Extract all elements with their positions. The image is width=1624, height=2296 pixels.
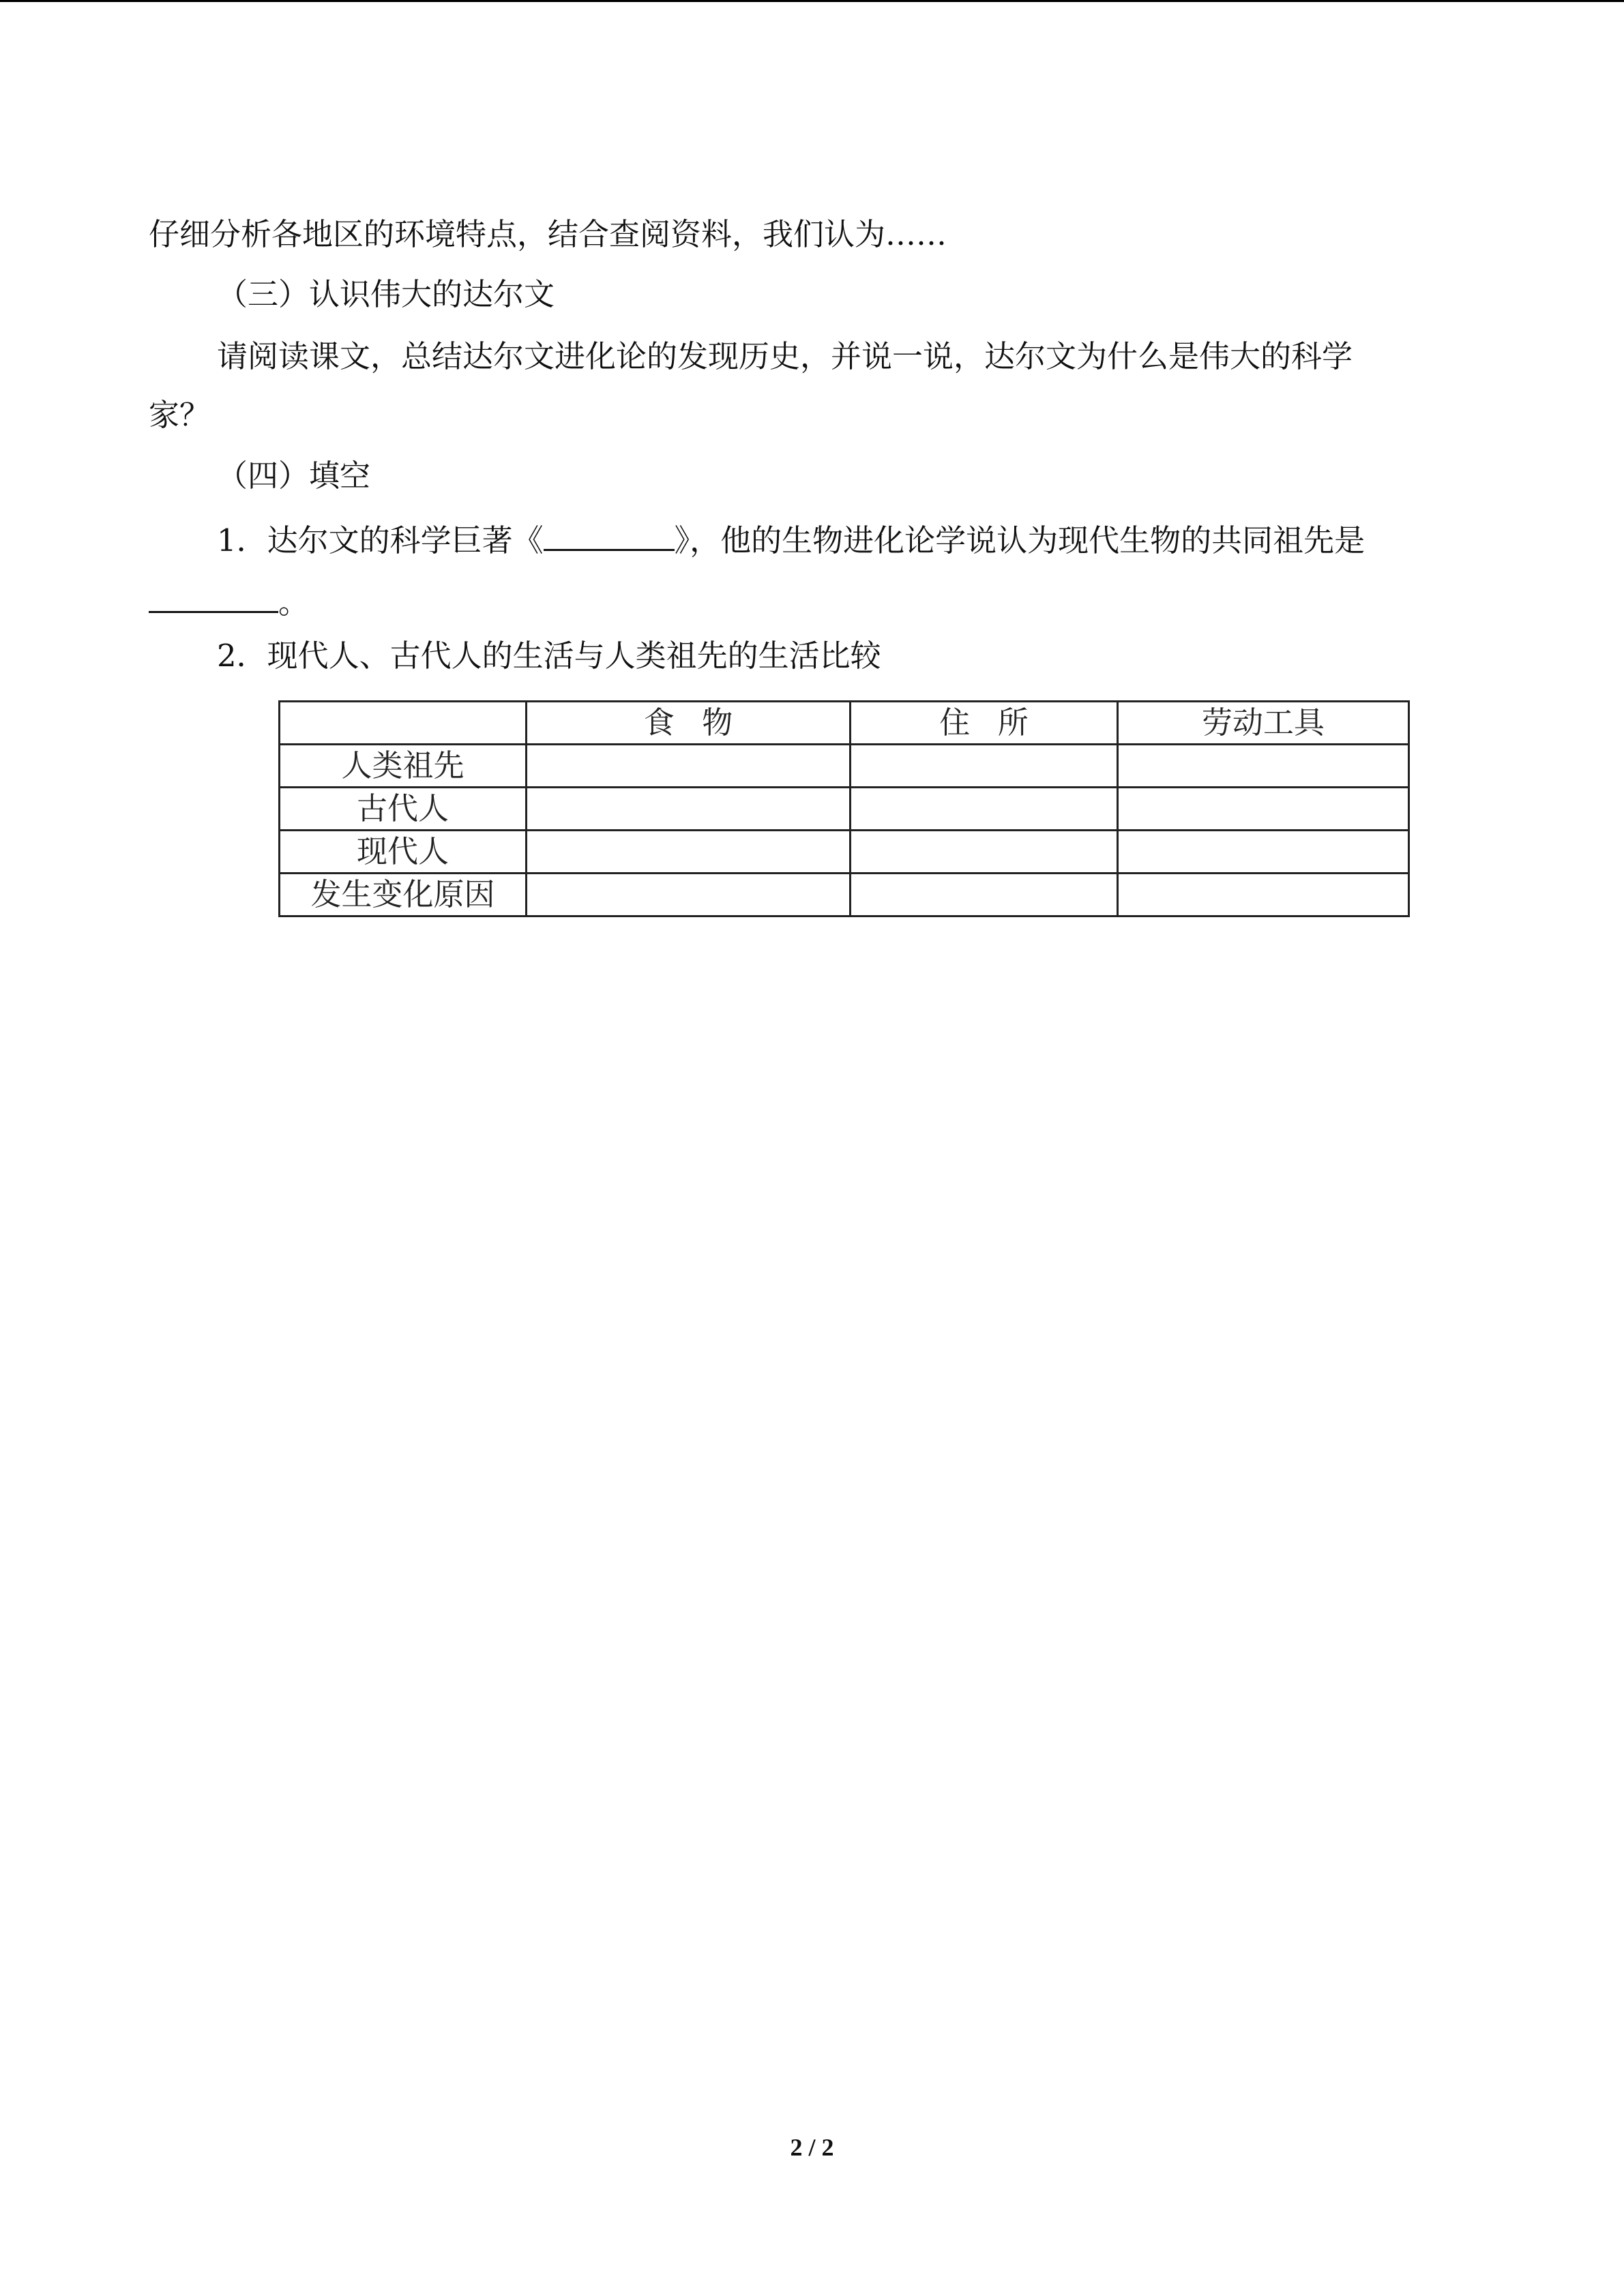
section-heading-3: （三）认识伟大的达尔文	[217, 276, 555, 312]
tools-cell[interactable]	[1118, 831, 1409, 874]
dwelling-cell[interactable]	[851, 831, 1118, 874]
ancestor-blank[interactable]	[149, 578, 278, 613]
food-cell[interactable]	[527, 874, 851, 916]
paragraph-darwin-line2: 家？	[149, 397, 211, 433]
question-1-line2	[149, 578, 309, 623]
food-cell[interactable]	[527, 788, 851, 831]
header-tools: 劳动工具	[1118, 702, 1409, 745]
header-corner-cell	[280, 702, 527, 745]
header-dwelling: 住所	[851, 702, 1118, 745]
table-row	[280, 874, 1409, 916]
question-1-end: 。	[278, 584, 310, 621]
row-label: 现代人	[280, 831, 527, 874]
question-1-prefix: 1．达尔文的科学巨著《	[217, 522, 544, 558]
question-2: 2．现代人、古代人的生活与人类祖先的生活比较	[217, 638, 881, 674]
book-title-blank[interactable]	[544, 516, 675, 551]
paragraph-environment: 仔细分析各地区的环境特点，结合查阅资料，我们认为……	[149, 216, 947, 252]
row-label: 古代人	[280, 788, 527, 831]
food-cell[interactable]	[527, 745, 851, 788]
tools-cell[interactable]	[1118, 788, 1409, 831]
tools-cell[interactable]	[1118, 874, 1409, 916]
paragraph-darwin-line1: 请阅读课文，总结达尔文进化论的发现历史，并说一说，达尔文为什么是伟大的科学	[217, 338, 1353, 374]
tools-cell[interactable]	[1118, 745, 1409, 788]
row-label: 发生变化原因	[280, 874, 527, 916]
table-header-row	[280, 702, 1409, 745]
question-1-middle: 》，他的生物进化论学说认为现代生物的共同祖先是	[674, 522, 1365, 558]
dwelling-cell[interactable]	[851, 874, 1118, 916]
table-row	[280, 745, 1409, 788]
page-top-border	[0, 0, 1624, 2]
comparison-table	[278, 700, 1410, 917]
row-label: 人类祖先	[280, 745, 527, 788]
page-number: 2 / 2	[790, 2134, 834, 2161]
question-1-line1	[217, 516, 1365, 561]
dwelling-cell[interactable]	[851, 788, 1118, 831]
table-row	[280, 788, 1409, 831]
food-cell[interactable]	[527, 831, 851, 874]
header-food: 食物	[527, 702, 851, 745]
dwelling-cell[interactable]	[851, 745, 1118, 788]
table-row	[280, 831, 1409, 874]
section-heading-4: （四）填空	[217, 458, 371, 494]
